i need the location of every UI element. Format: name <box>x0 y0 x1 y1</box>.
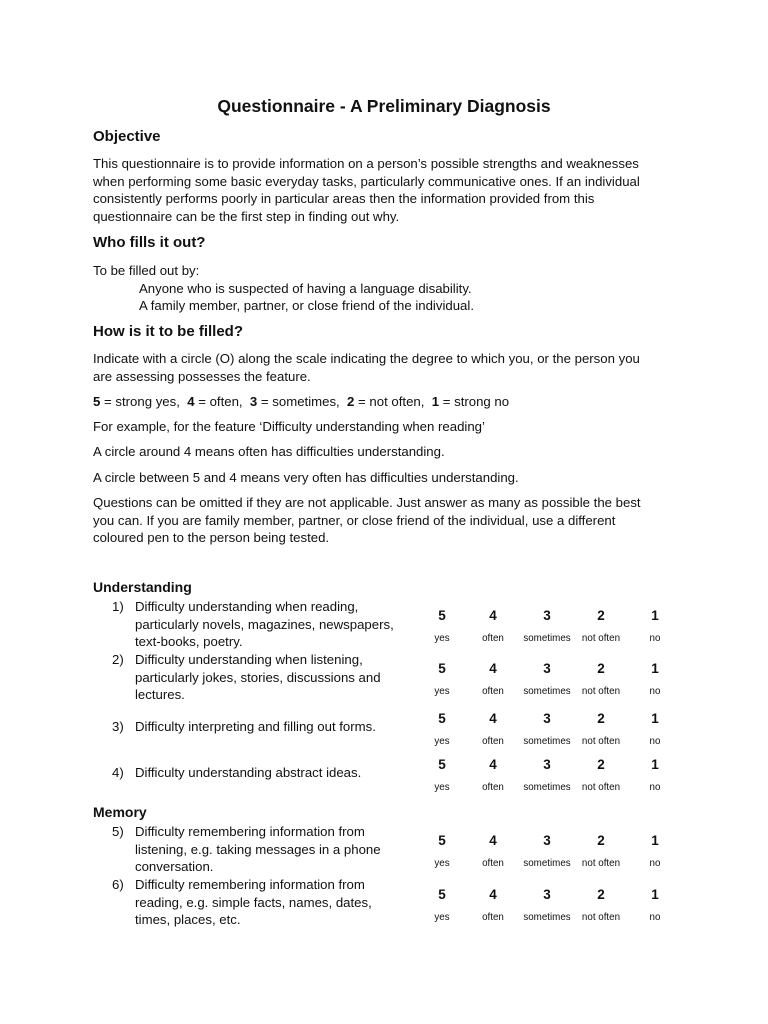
rating-label: not often <box>581 912 621 923</box>
rating-label: not often <box>581 736 621 747</box>
legend-num: 4 <box>187 394 195 409</box>
rating-label: not often <box>581 858 621 869</box>
who-item: A family member, partner, or close friend of the individual. <box>139 298 474 313</box>
rating-2[interactable]: 2 <box>597 887 605 902</box>
who-heading: Who fills it out? <box>93 234 206 251</box>
rating-1[interactable]: 1 <box>651 711 659 726</box>
rating-2[interactable]: 2 <box>597 711 605 726</box>
example-line: A circle between 5 and 4 means very often has difficulties understanding. <box>93 470 519 485</box>
question-number: 5) <box>112 824 124 839</box>
rating-5[interactable]: 5 <box>438 833 446 848</box>
rating-3[interactable]: 3 <box>543 661 551 676</box>
rating-4[interactable]: 4 <box>489 833 497 848</box>
rating-3[interactable]: 3 <box>543 887 551 902</box>
question-text <box>135 598 410 651</box>
rating-1[interactable]: 1 <box>651 833 659 848</box>
legend-text: = sometimes, <box>257 394 348 409</box>
objective-line: This questionnaire is to provide information on a person’s possible strengths and weaknesses <box>93 156 639 171</box>
objective-heading: Objective <box>93 128 161 145</box>
rating-label: yes <box>434 912 450 923</box>
rating-label: often <box>482 633 504 644</box>
legend-num: 1 <box>431 394 440 409</box>
rating-label: yes <box>434 736 450 747</box>
rating-label: sometimes <box>523 782 571 793</box>
question-line: text-books, poetry. <box>135 634 243 650</box>
who-item: Anyone who is suspected of having a language disability. <box>139 281 472 296</box>
question-text <box>135 823 410 876</box>
question-text <box>135 718 410 736</box>
rating-label: yes <box>434 633 450 644</box>
rating-1[interactable]: 1 <box>651 608 659 623</box>
rating-2[interactable]: 2 <box>597 757 605 772</box>
rating-2[interactable]: 2 <box>597 608 605 623</box>
rating-label: no <box>649 912 661 923</box>
instructions-line: you can. If you are family member, partner, or close friend of the individual, use a different <box>93 512 616 528</box>
question-number: 6) <box>112 877 124 892</box>
question-number: 2) <box>112 652 124 667</box>
scale-legend <box>93 393 683 411</box>
objective-line: when performing some basic everyday tasks, particularly communicative ones. If an individual <box>93 173 640 189</box>
rating-scale[interactable] <box>420 608 682 648</box>
rating-scale[interactable] <box>420 757 682 797</box>
question-number: 1) <box>112 599 124 614</box>
rating-label: often <box>482 782 504 793</box>
rating-1[interactable]: 1 <box>651 887 659 902</box>
legend-num: 5 <box>93 394 101 409</box>
rating-3[interactable]: 3 <box>543 833 551 848</box>
question-line: Difficulty remembering information from <box>135 877 365 892</box>
legend-num: 2 <box>347 394 355 409</box>
question-text <box>135 651 410 704</box>
rating-4[interactable]: 4 <box>489 661 497 676</box>
rating-label: yes <box>434 686 450 697</box>
example-line: A circle around 4 means often has difficulties understanding. <box>93 444 445 459</box>
rating-label: sometimes <box>523 736 571 747</box>
rating-4[interactable]: 4 <box>489 608 497 623</box>
rating-label: often <box>482 858 504 869</box>
rating-label: often <box>482 736 504 747</box>
rating-label: not often <box>581 686 621 697</box>
rating-4[interactable]: 4 <box>489 757 497 772</box>
question-line: times, places, etc. <box>135 912 241 928</box>
question-number: 4) <box>112 765 124 780</box>
legend-text: = strong yes, <box>100 394 188 409</box>
question-line: Difficulty understanding when reading, <box>135 599 359 614</box>
legend-text: = not often, <box>354 394 432 409</box>
how-paragraph <box>93 350 683 385</box>
question-line: lectures. <box>135 687 185 703</box>
how-line: Indicate with a circle (O) along the scale indicating the degree to which you, or the person you <box>93 351 640 366</box>
rating-label: yes <box>434 858 450 869</box>
rating-4[interactable]: 4 <box>489 887 497 902</box>
how-line: are assessing possesses the feature. <box>93 368 311 384</box>
question-line: Difficulty understanding abstract ideas. <box>135 765 362 780</box>
rating-1[interactable]: 1 <box>651 661 659 676</box>
rating-label: sometimes <box>523 633 571 644</box>
objective-paragraph <box>93 155 683 225</box>
rating-label: often <box>482 686 504 697</box>
rating-scale[interactable] <box>420 661 682 701</box>
rating-label: sometimes <box>523 858 571 869</box>
question-line: Difficulty understanding when listening, <box>135 652 363 667</box>
rating-4[interactable]: 4 <box>489 711 497 726</box>
section-heading-memory: Memory <box>93 804 147 820</box>
rating-label: not often <box>581 782 621 793</box>
question-number: 3) <box>112 719 124 734</box>
example-line: For example, for the feature ‘Difficulty understanding when reading’ <box>93 419 485 434</box>
rating-label: no <box>649 782 661 793</box>
who-intro: To be filled out by: <box>93 263 200 278</box>
legend-text: = often, <box>194 394 250 409</box>
legend-text: = strong no <box>439 394 510 409</box>
how-heading: How is it to be filled? <box>93 323 243 340</box>
instructions-line: Questions can be omitted if they are not applicable. Just answer as many as possible the best <box>93 495 641 510</box>
question-text <box>135 764 410 782</box>
page-title: Questionnaire - A Preliminary Diagnosis <box>217 96 551 116</box>
rating-label: no <box>649 686 661 697</box>
rating-scale[interactable] <box>420 711 682 751</box>
rating-label: no <box>649 736 661 747</box>
rating-2[interactable]: 2 <box>597 833 605 848</box>
rating-label: not often <box>581 633 621 644</box>
rating-1[interactable]: 1 <box>651 757 659 772</box>
objective-line: consistently performs poorly in particular areas then the information provided from this <box>93 191 595 207</box>
question-line: listening, e.g. taking messages in a phone <box>135 841 381 857</box>
question-line: Difficulty interpreting and filling out forms. <box>135 719 376 734</box>
rating-label: sometimes <box>523 912 571 923</box>
question-line: particularly novels, magazines, newspapers, <box>135 616 394 632</box>
rating-3[interactable]: 3 <box>543 757 551 772</box>
rating-scale[interactable] <box>420 833 682 873</box>
question-line: Difficulty remembering information from <box>135 824 365 839</box>
question-line: conversation. <box>135 859 214 875</box>
rating-label: no <box>649 633 661 644</box>
legend-num: 3 <box>249 394 258 409</box>
rating-label: sometimes <box>523 686 571 697</box>
rating-2[interactable]: 2 <box>597 661 605 676</box>
rating-scale[interactable] <box>420 887 682 927</box>
question-line: particularly jokes, stories, discussions and <box>135 669 381 685</box>
rating-5[interactable]: 5 <box>438 661 446 676</box>
section-heading-understanding: Understanding <box>93 579 192 595</box>
rating-5[interactable]: 5 <box>438 711 446 726</box>
rating-5[interactable]: 5 <box>438 757 446 772</box>
question-line: reading, e.g. simple facts, names, dates, <box>135 894 372 910</box>
rating-5[interactable]: 5 <box>438 887 446 902</box>
rating-label: no <box>649 858 661 869</box>
instructions-paragraph <box>93 494 683 547</box>
instructions-line: coloured pen to the person being tested. <box>93 530 330 546</box>
rating-3[interactable]: 3 <box>543 608 551 623</box>
objective-line: questionnaire can be the first step in finding out why. <box>93 208 400 224</box>
question-text <box>135 876 410 929</box>
rating-label: yes <box>434 782 450 793</box>
rating-5[interactable]: 5 <box>438 608 446 623</box>
rating-label: often <box>482 912 504 923</box>
rating-3[interactable]: 3 <box>543 711 551 726</box>
